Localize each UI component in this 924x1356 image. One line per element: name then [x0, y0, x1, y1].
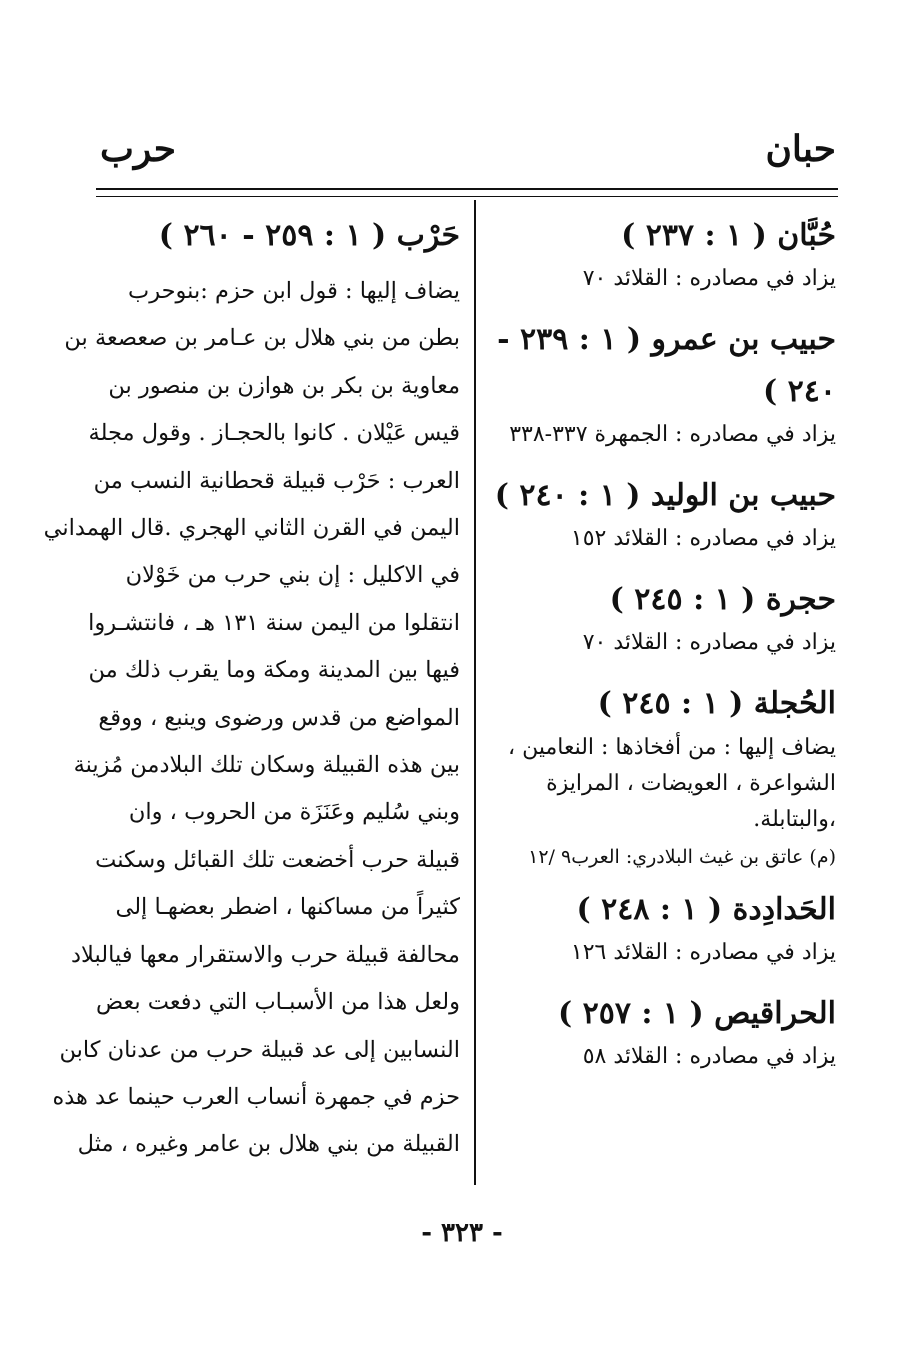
column-divider: [474, 200, 476, 1185]
body-line: حزم في جمهرة أنساب العرب حينما عد هذه: [52, 1083, 460, 1110]
page-number: - ٣٢٣ -: [421, 1218, 503, 1248]
entry: [488, 884, 836, 970]
entry-title: الحُجلة ( ١ : ٢٤٥ ): [597, 686, 836, 721]
body-line: قيس عَيْلان . كانوا بالحجـاز . وقول مجلة: [88, 420, 460, 447]
body-line: بطن من بني هلال بن عـامر بن صعصعة بن: [64, 325, 460, 352]
entry-title: حجرة ( ١ : ٢٤٥ ): [609, 582, 836, 617]
entry: [488, 574, 836, 660]
entry: [488, 678, 836, 872]
body-line: قبيلة حرب أخضعت تلك القبائل وسكنت: [95, 846, 460, 873]
body-line: فيها بين المدينة ومكة وما يقرب ذلك من: [88, 657, 460, 684]
body-line: المواضع من قدس ورضوى وينبع ، ووقع: [98, 704, 460, 731]
entry-title: حبيب بن الوليد ( ١ : ٢٤٠ ): [494, 478, 836, 513]
body-line: ولعل هذا من الأسبـاب التي دفعت بعض: [95, 989, 460, 1016]
body-line: كثيراً من مساكنها ، اضطر بعضهـا إلى: [115, 894, 460, 921]
body-line: معاوية بن بكر بن هوازن بن منصور بن: [108, 372, 460, 399]
body-line: انتقلوا من اليمن سنة ١٣١ هـ ، فانتشـروا: [88, 609, 460, 636]
entry-note: يزاد في مصادره : الجمهرة ٣٣٧-٣٣٨: [509, 422, 836, 447]
body-line: القبيلة من بني هلال بن عامر وغيره ، مثل: [77, 1131, 460, 1158]
entry-title: حُبَّان ( ١ : ٢٣٧ ): [621, 218, 836, 253]
header-rule-thin: [96, 196, 838, 197]
entry-body: [43, 268, 460, 1169]
entry-note: يزاد في مصادره : القلائد ١٥٢: [570, 526, 836, 551]
entry-note: يضاف إليها : من أفخاذها : النعامين ، الشواعرة ، العويضات ، المرايزة ،والبتابلة.: [508, 735, 836, 832]
entry-title: حبيب بن عمرو ( ١ : ٢٣٩ - ٢٤٠ ): [497, 322, 836, 409]
running-header-left: حرب: [100, 128, 177, 170]
left-column: [43, 210, 460, 1169]
entry: [488, 470, 836, 556]
header-rule: [96, 188, 838, 190]
body-line: اليمن في القرن الثاني الهجري .قال الهمداني: [43, 515, 460, 542]
body-line: بين هذه القبيلة وسكان تلك البلادمن مُزينة: [73, 752, 460, 779]
entry: [488, 988, 836, 1074]
entry-reference: (م) عاتق بن غيث البلادري: العرب٩ /١٢: [528, 846, 836, 868]
entry-note: يزاد في مصادره : القلائد ٧٠: [582, 266, 836, 291]
entry-note: يزاد في مصادره : القلائد ٧٠: [582, 630, 836, 655]
entry: [488, 314, 836, 452]
body-line: العرب : حَرْب قبيلة قحطانية النسب من: [93, 467, 460, 494]
right-column: [488, 210, 836, 1092]
body-line: يضاف إليها : قول ابن حزم :بنوحرب: [128, 278, 460, 304]
entry: [488, 210, 836, 296]
body-line: محالفة قبيلة حرب والاستقرار معها فيالبلاد: [71, 941, 460, 968]
body-line: النسابين إلى عد قبيلة حرب من عدنان كابن: [59, 1036, 460, 1063]
body-line: وبني سُليم وعَنَزَة من الحروب ، وان: [128, 799, 460, 826]
entry-note: يزاد في مصادره : القلائد ١٢٦: [570, 940, 836, 965]
body-line: في الاكليل : إن بني حرب من خَوْلان: [125, 562, 460, 589]
entry-note: يزاد في مصادره : القلائد ٥٨: [582, 1044, 836, 1069]
entry-title: الحَدادِدة ( ١ : ٢٤٨ ): [576, 892, 836, 927]
running-header-right: حبان: [765, 128, 836, 170]
entry-title: الحراقيص ( ١ : ٢٥٧ ): [557, 996, 836, 1031]
entry-title: حَرْب ( ١ : ٢٥٩ - ٢٦٠ ): [158, 218, 460, 253]
